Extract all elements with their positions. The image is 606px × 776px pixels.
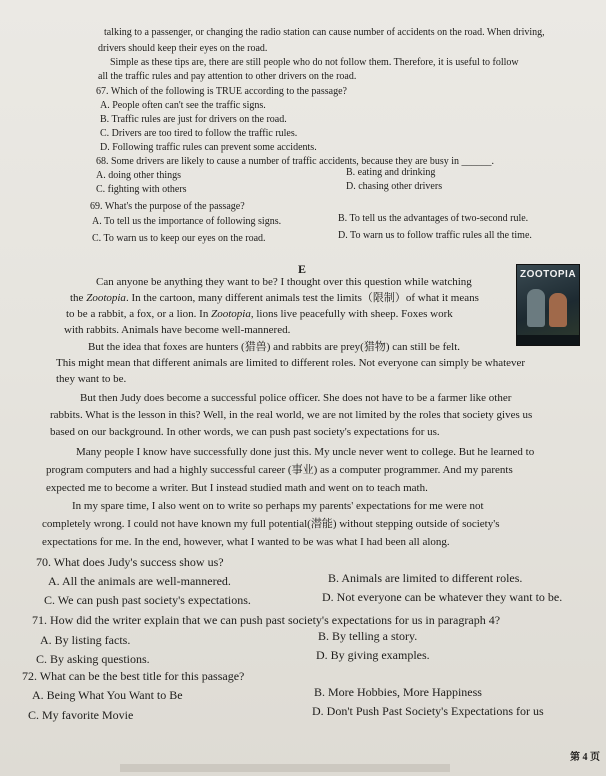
- question-69-option-a: A. To tell us the importance of following signs.: [92, 216, 282, 227]
- passage-e-p1-line-3: to be a rabbit, a fox, or a lion. In Zootopia, lions live peacefully with sheep. Foxes work: [66, 308, 453, 320]
- passage-e-p4-line-3: expected me to become a writer. But I instead studied math and went on to teach math.: [46, 482, 428, 494]
- question-67-option-d: D. Following traffic rules can prevent some accidents.: [100, 142, 317, 153]
- passage-e-p2-line-1: But the idea that foxes are hunters (猎兽) and rabbits are prey(猎物) can still be felt.: [88, 341, 461, 353]
- question-67-option-b: B. Traffic rules are just for drivers on the road.: [100, 114, 287, 125]
- passage-e-p1-line-2: the Zootopia. In the cartoon, many different animals test the limits（限制）of what it means: [70, 292, 479, 304]
- question-70-option-a: A. All the animals are well-mannered.: [48, 574, 231, 588]
- passage-d-line-3: Simple as these tips are, there are still people who do not follow them. Therefore, it is useful to follow: [110, 57, 519, 68]
- poster-character-2: [549, 293, 567, 327]
- question-69-option-c: C. To warn us to keep our eyes on the road.: [92, 233, 266, 244]
- passage-e-p1-line-1: Can anyone be anything they want to be? I thought over this question while watching: [96, 276, 472, 288]
- poster-character-1: [527, 289, 545, 327]
- question-68-stem: 68. Some drivers are likely to cause a number of traffic accidents, because they are busy in ______.: [96, 156, 495, 167]
- question-72-option-c: C. My favorite Movie: [28, 708, 134, 722]
- question-67-option-c: C. Drivers are too tired to follow the traffic rules.: [100, 128, 298, 139]
- question-70-stem: 70. What does Judy's success show us?: [36, 555, 224, 569]
- bleed-through-text: [120, 764, 450, 772]
- passage-e-p4-line-1: Many people I know have successfully done just this. My uncle never went to college. But he learned to: [76, 446, 535, 458]
- passage-e-p3-line-3: based on our background. In other words, we can push past society's expectations for us.: [50, 426, 440, 438]
- zootopia-poster-image: [516, 264, 580, 346]
- passage-e-p3-line-1: But then Judy does become a successful police officer. She does not have to be a farmer like other: [80, 392, 512, 404]
- question-72-option-b: B. More Hobbies, More Happiness: [314, 685, 482, 699]
- question-69-option-b: B. To tell us the advantages of two-second rule.: [338, 213, 529, 224]
- passage-d-line-1: talking to a passenger, or changing the radio station can cause number of accidents on the road. When driving,: [104, 27, 545, 38]
- question-71-option-d: D. By giving examples.: [316, 648, 430, 662]
- question-71-stem: 71. How did the writer explain that we can push past society's expectations for us in paragraph 4?: [32, 613, 501, 627]
- poster-logo: ZOOTOPIA: [520, 269, 577, 280]
- question-67-stem: 67. Which of the following is TRUE according to the passage?: [96, 86, 347, 97]
- question-70-option-c: C. We can push past society's expectations.: [44, 593, 251, 607]
- passage-e-p5-line-1: In my spare time, I also went on to write so perhaps my parents' expectations for me were not: [72, 500, 484, 512]
- question-69-stem: 69. What's the purpose of the passage?: [90, 201, 245, 212]
- question-67-option-a: A. People often can't see the traffic signs.: [100, 100, 266, 111]
- passage-e-p3-line-2: rabbits. What is the lesson in this? Well, in the real world, we are not limited by the roles that society gives us: [50, 409, 533, 421]
- question-72-option-a: A. Being What You Want to Be: [32, 688, 183, 702]
- passage-d-line-4: all the traffic rules and pay attention to other drivers on the road.: [98, 71, 357, 82]
- question-68-option-a: A. doing other things: [96, 170, 181, 181]
- question-68-option-d: D. chasing other drivers: [346, 181, 443, 192]
- question-68-option-b: B. eating and drinking: [346, 167, 436, 178]
- passage-e-p4-line-2: program computers and had a highly successful career (事业) as a computer programmer. And my parents: [46, 464, 513, 476]
- poster-strip: [517, 335, 579, 345]
- passage-e-heading: E: [298, 262, 307, 276]
- question-68-option-c: C. fighting with others: [96, 184, 187, 195]
- question-71-option-a: A. By listing facts.: [40, 633, 131, 647]
- passage-e-p5-line-3: expectations for me. In the end, however, what I wanted to be was what I had been all along.: [42, 536, 450, 548]
- passage-e-p5-line-2: completely wrong. I could not have known my full potential(潜能) without stepping outside of society's: [42, 518, 500, 530]
- question-72-stem: 72. What can be the best title for this passage?: [22, 669, 245, 683]
- question-71-option-c: C. By asking questions.: [36, 652, 150, 666]
- passage-e-p2-line-2: This might mean that different animals are limited to different roles. Not everyone can simply be whatever: [56, 357, 526, 369]
- page-number: 第 4 页: [570, 752, 600, 763]
- passage-d-line-2: drivers should keep their eyes on the road.: [98, 43, 268, 54]
- question-71-option-b: B. By telling a story.: [318, 629, 418, 643]
- passage-e-p1-line-4: with rabbits. Animals have become well-mannered.: [64, 324, 291, 336]
- question-69-option-d: D. To warn us to follow traffic rules all the time.: [338, 230, 532, 241]
- question-70-option-d: D. Not everyone can be whatever they want to be.: [322, 590, 563, 604]
- question-70-option-b: B. Animals are limited to different roles.: [328, 571, 523, 585]
- passage-e-p2-line-3: they want to be.: [56, 373, 127, 385]
- question-72-option-d: D. Don't Push Past Society's Expectations for us: [312, 704, 544, 718]
